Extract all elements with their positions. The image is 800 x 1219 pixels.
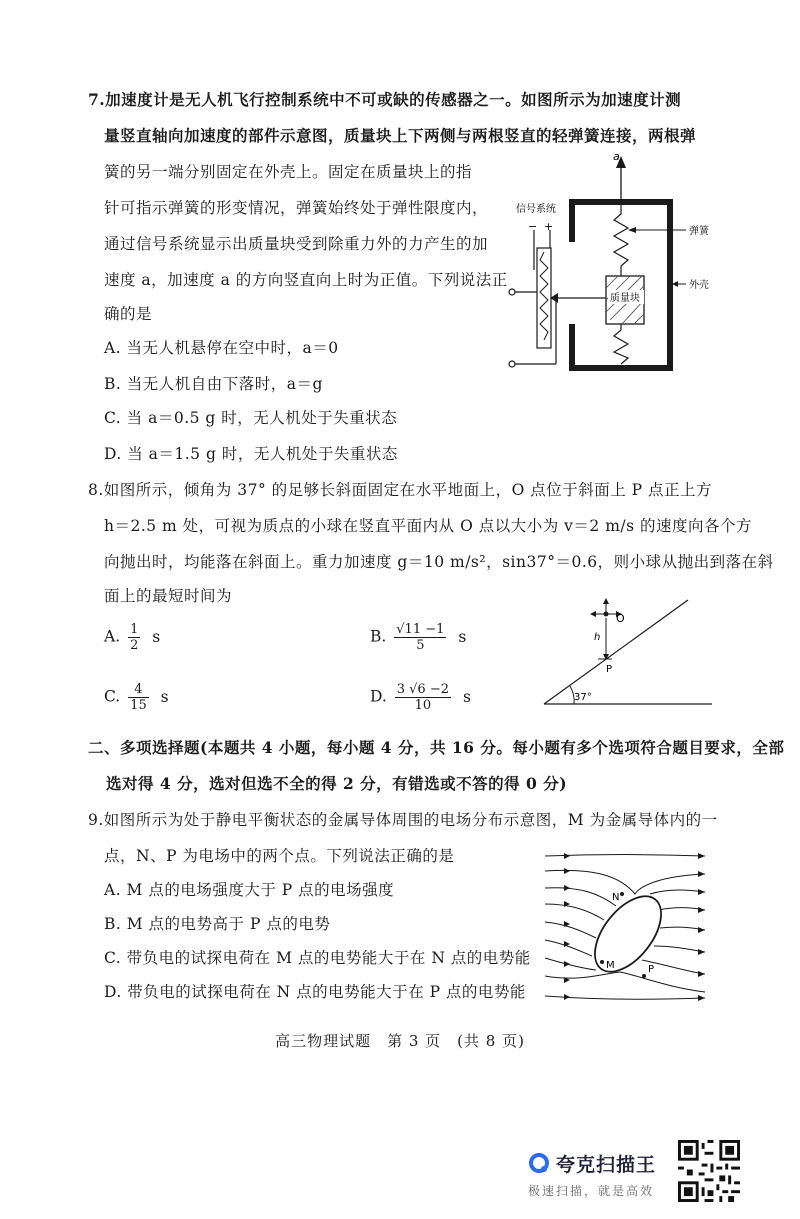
brand-name: 夸克扫描王: [556, 1154, 657, 1176]
q8-option-d: D. $\frac{3 √6 -2}{10}$ s: [370, 682, 471, 713]
accelerometer-figure: [500, 152, 730, 382]
point-p-label: P: [606, 664, 613, 675]
q9-line-2: 点，N、P 为电场中的两个点。下列说法正确的是: [104, 847, 455, 865]
point-n-label: N: [612, 892, 620, 903]
q7-option-a: A. 当无人机悬停在空中时，a＝0: [104, 339, 339, 357]
q9-option-b: B. M 点的电势高于 P 点的电势: [104, 915, 331, 933]
q7-option-b: B. 当无人机自由下落时，a＝g: [104, 375, 323, 393]
plus-sign: +: [544, 220, 554, 233]
q8-line-2: h＝2.5 m 处，可视为质点的小球在竖直平面内从 O 点以大小为 v＝2 m/s 的速度向各个方: [104, 517, 753, 535]
q7-line-3: 簧的另一端分别固定在外壳上。固定在质量块上的指: [104, 163, 473, 181]
q8-option-a: A. $\frac{1}{2}$ s: [104, 622, 161, 653]
signal-label: 信号系统: [516, 204, 556, 215]
q9-option-c: C. 带负电的试探电荷在 M 点的电势能大于在 N 点的电势能: [104, 949, 531, 967]
q9-option-d: D. 带负电的试探电荷在 N 点的电势能大于在 P 点的电势能: [104, 983, 526, 1001]
shell-label: 外壳: [689, 280, 709, 291]
q8-line-4: 面上的最短时间为: [104, 587, 233, 605]
minus-sign: −: [528, 220, 538, 233]
qr-code-icon: [678, 1140, 740, 1202]
q7-line-4: 针可指示弹簧的形变情况，弹簧始终处于弹性限度内，: [104, 199, 489, 217]
incline-figure: [540, 590, 720, 720]
brand-logo-icon: [528, 1152, 550, 1174]
q9-line-1: 9.如图所示为处于静电平衡状态的金属导体周围的电场分布示意图，M 为金属导体内的一: [88, 811, 718, 829]
q7-line-7: 确的是: [104, 305, 153, 323]
q9-option-a: A. M 点的电场强度大于 P 点的电场强度: [104, 881, 395, 899]
field-figure: [540, 846, 715, 1006]
q8-line-3: 向抛出时，均能落在斜面上。重力加速度 g＝10 m/s²，sin37°＝0.6，则小球从抛出到落在斜: [104, 553, 774, 571]
q8-option-c: C. $\frac{4}{15}$ s: [104, 682, 169, 713]
section2-line-2: 选对得 4 分，选对但选不全的得 2 分，有错选或不答的得 0 分): [106, 774, 568, 793]
q7-line-6: 速度 a，加速度 a 的方向竖直向上时为正值。下列说法正: [104, 271, 508, 289]
brand-slogan: 极速扫描，就是高效: [528, 1184, 655, 1198]
q7-option-c: C. 当 a＝0.5 g 时，无人机处于失重状态: [104, 409, 398, 427]
point-o-label: O: [616, 612, 625, 625]
section2-line-1: 二、多项选择题(本题共 4 小题，每小题 4 分，共 16 分。每小题有多个选项符合题目要求，全部: [88, 738, 785, 757]
q7-line-5: 通过信号系统显示出质量块受到除重力外的力产生的加: [104, 235, 489, 253]
q8-line-1: 8.如图所示，倾角为 37° 的足够长斜面固定在水平地面上，O 点位于斜面上 P 点正上方: [88, 481, 713, 499]
mass-label: 质量块: [610, 293, 640, 304]
h-label: h: [594, 632, 601, 643]
point-p-label: P: [648, 964, 655, 975]
point-m-label: M: [606, 960, 615, 971]
q7-line-2: 量竖直轴向加速度的部件示意图，质量块上下两侧与两根竖直的轻弹簧连接，两根弹: [104, 126, 697, 145]
scanner-watermark: [528, 1150, 678, 1200]
q7-option-d: D. 当 a＝1.5 g 时，无人机处于失重状态: [104, 445, 398, 463]
q7-line-1: 7.加速度计是无人机飞行控制系统中不可或缺的传感器之一。如图所示为加速度计测: [88, 90, 682, 109]
angle-label: 37°: [574, 692, 592, 703]
q8-option-b: B. $\frac{√11 -1}{5}$ s: [370, 622, 467, 653]
accel-label: a: [613, 152, 620, 163]
page-footer: 高三物理试题 第 3 页 (共 8 页): [275, 1032, 525, 1050]
spring-label: 弹簧: [689, 226, 709, 237]
